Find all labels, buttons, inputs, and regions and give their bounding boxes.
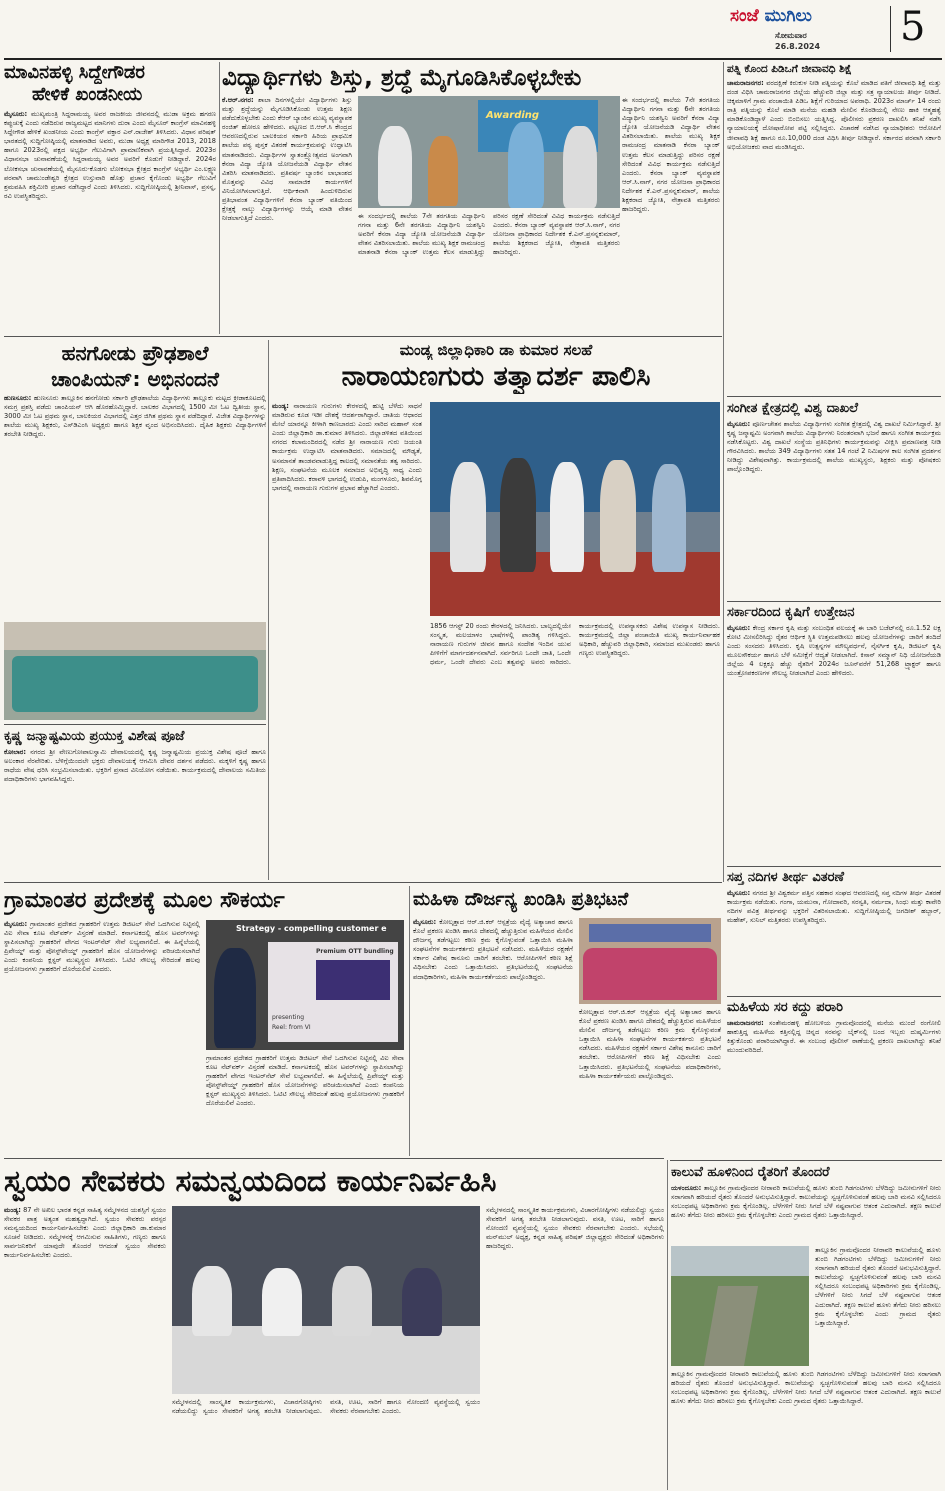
dateline: ಚಾಮರಾಜನಗರ: <box>727 79 764 87</box>
section-rule <box>727 866 941 867</box>
banner <box>589 924 711 942</box>
article-janmashtami <box>4 728 266 878</box>
slide-item-1: Premium OTT bundling <box>316 948 394 955</box>
article-kicker: ಮಂಡ್ಯ ಜಿಲ್ಲಾಧಿಕಾರಿ ಡಾ ಕುಮಾರ ಸಲಹೆ <box>399 341 593 359</box>
article-title: ನಾರಾಯಣಗುರು ತತ್ವಾದರ್ಶ ಪಾಲಿಸಿ <box>341 361 651 392</box>
dateline: ಕೋಲಾರ: <box>4 748 27 756</box>
dateline: ಮಂಡ್ಯ: <box>272 402 289 410</box>
sky <box>671 1246 809 1276</box>
body-text: ಈ ಸಂದರ್ಭದಲ್ಲಿ ಶಾಲೆಯ 7ನೇ ತರಗತಿಯ ವಿದ್ಯಾರ್ಥಿನಿ ಗಗನಾ ಮತ್ತು 6ನೇ ತರಗತಿಯ ವಿದ್ಯಾರ್ಥಿನಿ ಯಶಸ್ವಿನಿ ಅವರಿಗೆ ಕೆನರಾ ವಿದ್ಯಾ ಜ್ಯೋತಿ ಯೋಜನೆಯಡಿ ವಿದ್ಯಾರ್ಥಿ ವೇತನ ವಿತರಿಸಲಾಯಿತು. ಶಾಲೆಯ ಮುಖ್ಯ ಶಿಕ್ಷಕ ರಾಮಚಂದ್ರ ಮಾತನಾಡಿ ಕೆನರಾ ಬ್ಯಾಂಕ್ ಉತ್ತಮ ಕೆಲಸ ಮಾಡುತ್ತಿದ್ದು ಪರಿಸರ ರಕ್ಷಣೆ ಸೇರಿದಂತೆ ವಿವಿಧ ಕಾರ್ಯಕ್ರಮ ನಡೆಸುತ್ತಿದೆ ಎಂದರು. ಕೆನರಾ ಬ್ಯಾಂಕ್ ವ್ಯವಸ್ಥಾಪಕ ಆರ್.ಸಿ.ನಾಗ್, ನಗರ ಯೋಜನಾ ಪ್ರಾಧಿಕಾರದ ನಿರ್ದೇಶಕ ಕೆ.ಎನ್.ಪ್ರಸನ್ನಕುಮಾರ್, ಶಾಲೆಯ ಶಿಕ್ಷಕರಾದ ಜ್ಯೋತಿ, ನೇತ್ರಾವತಿ ಮತ್ತಿತರರು ಹಾಜರಿದ್ದರು. <box>622 96 720 214</box>
dateline: ಮೈಸೂರು: <box>413 918 437 926</box>
section-rule <box>4 336 722 337</box>
body-text: ತಾಲ್ಲೂಕಿನ ಗ್ರಾಮವೊಂದರ ನೀರಾವರಿ ಕಾಲುವೆಯಲ್ಲಿ ಹೂಳು ತುಂಬಿ ಗಿಡಗಂಟಿಗಳು ಬೆಳೆದಿದ್ದು ಜಮೀನುಗಳಿಗೆ ನೀರು ಸರಾಗವಾಗಿ ಹರಿಯದೆ ರೈತರು ತೊಂದರೆ ಅನುಭವಿಸುತ್ತಿದ್ದಾರೆ. ಕಾಲುವೆಯನ್ನು ಸ್ವಚ್ಛಗೊಳಿಸುವಂತೆ ಹಲವು ಬಾರಿ ಮನವಿ ಸಲ್ಲಿಸಿದರೂ ಸಂಬಂಧಪಟ್ಟ ಅಧಿಕಾರಿಗಳು ಕ್ರಮ ಕೈಗೊಂಡಿಲ್ಲ. ಬೆಳೆಗಳಿಗೆ ನೀರು ಸಿಗದೆ ಬೆಳೆ ನಷ್ಟವಾಗುವ ಆತಂಕ ಎದುರಾಗಿದೆ. ತಕ್ಷಣ ಕಾಲುವೆ ಹೂಳು ತೆಗೆದು ನೀರು ಹರಿಸಲು ಕ್ರಮ ಕೈಗೊಳ್ಳಬೇಕು ಎಂದು ಗ್ರಾಮದ ರೈತರು ಒತ್ತಾಯಿಸಿದ್ದಾರೆ. <box>671 1184 941 1220</box>
body-text: ನಗರದ ಶ್ರೀ ವಿಶ್ವಕರ್ಮ ಪತ್ತಿನ ಸಹಕಾರ ಸಂಘದ ಆವರಣದಲ್ಲಿ ಸಪ್ತ ನದಿಗಳ ತೀರ್ಥ ವಿತರಣೆ ಕಾರ್ಯಕ್ರಮ ನಡೆಯಿತು. ಗಂಗಾ, ಯಮುನಾ, ಗೋದಾವರಿ, ಸರಸ್ವತಿ, ನರ್ಮದಾ, ಸಿಂಧು ಮತ್ತು ಕಾವೇರಿ ನದಿಗಳ ಪವಿತ್ರ ತೀರ್ಥವನ್ನು ಭಕ್ತರಿಗೆ ವಿತರಿಸಲಾಯಿತು. ಸುದ್ದಿಗೋಷ್ಠಿಯಲ್ಲಿ ಜಗದೀಶ್ ಹಬ್ಬಾರ್, ಮಹೇಶ್, ಸುನಿಲ್ ಮತ್ತಿತರರು ಉಪಸ್ಥಿತರಿದ್ದರು. <box>727 889 941 925</box>
article-chain-snatch <box>727 999 941 1157</box>
article-col-2 <box>622 96 720 332</box>
body-text: ಮುಖ್ಯಮಂತ್ರಿ ಸಿದ್ದರಾಮಯ್ಯ ಅವರ ರಾಜಕೀಯ ಜೀವನದಲ್ಲಿ ಮುಡಾ ಅಕ್ರಮ ಹಗರಣ ಕಪ್ಪುಚುಕ್ಕೆ ಎಂದು ನಡೆದಿರುವ ರಾಜ್ಯಮಟ್ಟದ ಮಾನಿಗಳು ದುರಾ ಎಂದು ಮೈಸೂರ್ ಕಾಂಗ್ರೆಸ್ ಮಾವಿನಹಳ್ಳಿ ಸಿದ್ದೇಗೌಡ ಹೇಳಿಕೆ ಖಂಡನೀಯ ಎಂದು ಕಾಂಗ್ರೆಸ್ ವಕ್ತಾರ ಎನ್.ರಾಜೇಶ್ ತಿಳಿಸಿದರು. ವಿಧಾನ ಪರಿಷತ್ ಭಾರತದಲ್ಲಿ ಸುದ್ದಿಗೋಷ್ಠಿಯಲ್ಲಿ ಮಾತನಾಡಿದ ಅವರು, ಮುಡಾ ಅಧ್ಯಕ್ಷ ಮಾರಿಗೌಡ 2013, 2018 ಹಾಗೂ 2023ರಲ್ಲಿ ಪಕ್ಷದ ಅಭ್ಯರ್ಥಿ ಗೆಲುವಿಗಾಗಿ ಪ್ರಾಮಾಣಿಕವಾಗಿ ಪ್ರಯತ್ನಿಸಿದ್ದಾರೆ. 2023ರ ವಿಧಾನಸಭಾ ಚುನಾವಣೆಯಲ್ಲಿ ಸಿದ್ದರಾಮಯ್ಯ ಅವರ ಅವರಿಗೆ ಕೊಡುಗೆ ನೀಡಿದ್ದಾರೆ. 2024ರ ಲೋಕಸಭಾ ಚುನಾವಣೆಯಲ್ಲಿ ಮೈಸೂರು-ಕೊಡಗು ಲೋಕಸಭಾ ಕ್ಷೇತ್ರದ ಕಾಂಗ್ರೆಸ್ ಅಭ್ಯರ್ಥಿ ಎಂ.ಲಕ್ಷ್ಮಣ ಪರವಾಗಿ ಚಾಮುಂಡೇಶ್ವರಿ ಕ್ಷೇತ್ರದ ಉಸ್ತುವಾರಿ ಹೊತ್ತು ಪ್ರಚಾರ ಕೈಗೊಂಡು ಅಭ್ಯರ್ಥಿ ಗೆಲುವಿಗೆ ಶ್ರಮವಹಿಸಿ ಶಕ್ತಿಮೀರಿ ಪ್ರಚಾರ ನಡೆಸಿದ್ದಾರೆ ಎಂದು ತಿಳಿಸಿದರು. ಸುದ್ದಿಗೋಷ್ಠಿಯಲ್ಲಿ ಶ್ರೀನಿವಾಸ್, ಪ್ರಸನ್ನ, ರವಿ ಉಪಸ್ಥಿತರಿದ್ದರು. <box>4 110 216 200</box>
article-col-2 <box>172 1398 480 1486</box>
article-body <box>727 889 941 992</box>
article-col-3 <box>486 1206 664 1486</box>
article-col-1 <box>413 918 573 1152</box>
event-photo <box>430 402 720 616</box>
body-text: ಸಮ್ಮೇಳನದಲ್ಲಿ ಸಾಂಸ್ಕೃತಿಕ ಕಾರ್ಯಕ್ರಮಗಳು, ವಿಚಾರಗೋಷ್ಠಿಗಳು ನಡೆಯಲಿದ್ದು ಸ್ವಯಂ ಸೇವಕರಿಗೆ ಅಗತ್ಯ ತರಬೇತಿ ನೀಡಲಾಗುವುದು. ವಸತಿ, ಊಟ, ಸಾರಿಗೆ ಹಾಗೂ ನೋಂದಣಿ ವ್ಯವಸ್ಥೆಯಲ್ಲಿ ಸ್ವಯಂ ಸೇವಕರು ನೆರವಾಗಬೇಕು ಎಂದರು. <box>172 1398 480 1416</box>
banner-text: Awarding <box>486 110 540 121</box>
dateline: ಯಳಂದೂರು: <box>671 1184 702 1192</box>
article-title: ಕಾಲುವೆ ಹೂಳಿನಿಂದ ರೈತರಿಗೆ ತೊಂದರೆ <box>671 1165 830 1180</box>
person <box>428 136 458 206</box>
body-text: ಕೋಲ್ಕತ್ತಾದ ಆರ್.ಜಿ.ಕರ್ ಆಸ್ಪತ್ರೆಯ ವೈದ್ಯೆ ಅತ್ಯಾಚಾರ ಹಾಗೂ ಕೊಲೆ ಪ್ರಕರಣ ಖಂಡಿಸಿ ಹಾಗೂ ದೇಶದಲ್ಲಿ ಹೆಚ್ಚುತ್ತಿರುವ ಮಹಿಳೆಯರ ಮೇಲಿನ ದೌರ್ಜನ್ಯ ತಡೆಗಟ್ಟಲು ಕಠಿಣ ಕ್ರಮ ಕೈಗೊಳ್ಳುವಂತೆ ಒತ್ತಾಯಿಸಿ ಮಹಿಳಾ ಸಂಘಟನೆಗಳ ಕಾರ್ಯಕರ್ತರು ಪ್ರತಿಭಟನೆ ನಡೆಸಿದರು. ಮಹಿಳೆಯರ ರಕ್ಷಣೆಗೆ ಸರ್ಕಾರ ವಿಶೇಷ ಕಾನೂನು ಜಾರಿಗೆ ತರಬೇಕು. ಆರೋಪಿಗಳಿಗೆ ಕಠಿಣ ಶಿಕ್ಷೆ ವಿಧಿಸಬೇಕು ಎಂದು ಒತ್ತಾಯಿಸಿದರು. ಪ್ರತಿಭಟನೆಯಲ್ಲಿ ಸಂಘಟನೆಯ ಪದಾಧಿಕಾರಿಗಳು, ಮಹಿಳಾ ಕಾರ್ಯಕರ್ತೆಯರು ಪಾಲ್ಗೊಂಡಿದ್ದರು. <box>579 1008 721 1080</box>
logo-part-2: ಮುಗಿಲು <box>764 6 812 26</box>
canal-water <box>704 1286 758 1366</box>
article-title: ಮಾವಿನಹಳ್ಳಿ ಸಿದ್ದೇಗೌಡರ <box>4 62 145 83</box>
article-sapta-nadi <box>727 869 941 994</box>
masthead-divider <box>890 6 891 52</box>
article-body-2 <box>815 1246 941 1366</box>
article-body <box>727 420 941 598</box>
article-body <box>727 624 941 862</box>
column-rule <box>219 62 220 334</box>
masthead-rule <box>4 58 942 60</box>
person <box>600 460 636 572</box>
article-body <box>4 110 216 328</box>
students-group <box>12 656 258 712</box>
article-hanagodu <box>4 340 266 720</box>
column-rule <box>667 1160 668 1490</box>
column-rule <box>268 340 269 880</box>
speaker <box>214 948 256 1048</box>
dateline: ಮಂಡ್ಯ: <box>4 1206 21 1214</box>
canal-photo <box>671 1246 809 1366</box>
article-music-record <box>727 400 941 600</box>
column-rule <box>409 886 410 1156</box>
section-rule <box>727 996 941 997</box>
article-title-2: ಹೇಳಿಕೆ ಖಂಡನೀಯ <box>32 84 143 105</box>
building <box>4 622 266 650</box>
article-pdo <box>727 62 941 394</box>
article-col-1b <box>358 212 620 332</box>
article-volunteers <box>4 1162 664 1488</box>
article-title: ಪತ್ನಿ ಕೊಂದ ಪಿಡಿಒಗೆ ಜೀವಾವಧಿ ಶಿಕ್ಷೆ <box>727 63 852 75</box>
article-body <box>671 1184 941 1244</box>
body-text: ಈ ಸಂದರ್ಭದಲ್ಲಿ ಶಾಲೆಯ 7ನೇ ತರಗತಿಯ ವಿದ್ಯಾರ್ಥಿನಿ ಗಗನಾ ಮತ್ತು 6ನೇ ತರಗತಿಯ ವಿದ್ಯಾರ್ಥಿನಿ ಯಶಸ್ವಿನಿ ಅವರಿಗೆ ಕೆನರಾ ವಿದ್ಯಾ ಜ್ಯೋತಿ ಯೋಜನೆಯಡಿ ವಿದ್ಯಾರ್ಥಿ ವೇತನ ವಿತರಿಸಲಾಯಿತು. ಶಾಲೆಯ ಮುಖ್ಯ ಶಿಕ್ಷಕ ರಾಮಚಂದ್ರ ಮಾತನಾಡಿ ಕೆನರಾ ಬ್ಯಾಂಕ್ ಉತ್ತಮ ಕೆಲಸ ಮಾಡುತ್ತಿದ್ದು ಪರಿಸರ ರಕ್ಷಣೆ ಸೇರಿದಂತೆ ವಿವಿಧ ಕಾರ್ಯಕ್ರಮ ನಡೆಸುತ್ತಿದೆ ಎಂದರು. ಕೆನರಾ ಬ್ಯಾಂಕ್ ವ್ಯವಸ್ಥಾಪಕ ಆರ್.ಸಿ.ನಾಗ್, ನಗರ ಯೋಜನಾ ಪ್ರಾಧಿಕಾರದ ನಿರ್ದೇಶಕ ಕೆ.ಎನ್.ಪ್ರಸನ್ನಕುಮಾರ್, ಶಾಲೆಯ ಶಿಕ್ಷಕರಾದ ಜ್ಯೋತಿ, ನೇತ್ರಾವತಿ ಮತ್ತಿತರರು ಹಾಜರಿದ್ದರು. <box>358 212 620 257</box>
body-text: ತಾಲ್ಲೂಕಿನ ಗ್ರಾಮವೊಂದರ ನೀರಾವರಿ ಕಾಲುವೆಯಲ್ಲಿ ಹೂಳು ತುಂಬಿ ಗಿಡಗಂಟಿಗಳು ಬೆಳೆದಿದ್ದು ಜಮೀನುಗಳಿಗೆ ನೀರು ಸರಾಗವಾಗಿ ಹರಿಯದೆ ರೈತರು ತೊಂದರೆ ಅನುಭವಿಸುತ್ತಿದ್ದಾರೆ. ಕಾಲುವೆಯನ್ನು ಸ್ವಚ್ಛಗೊಳಿಸುವಂತೆ ಹಲವು ಬಾರಿ ಮನವಿ ಸಲ್ಲಿಸಿದರೂ ಸಂಬಂಧಪಟ್ಟ ಅಧಿಕಾರಿಗಳು ಕ್ರಮ ಕೈಗೊಂಡಿಲ್ಲ. ಬೆಳೆಗಳಿಗೆ ನೀರು ಸಿಗದೆ ಬೆಳೆ ನಷ್ಟವಾಗುವ ಆತಂಕ ಎದುರಾಗಿದೆ. ತಕ್ಷಣ ಕಾಲುವೆ ಹೂಳು ತೆಗೆದು ನೀರು ಹರಿಸಲು ಕ್ರಮ ಕೈಗೊಳ್ಳಬೇಕು ಎಂದು ಗ್ರಾಮದ ರೈತರು ಒತ್ತಾಯಿಸಿದ್ದಾರೆ. <box>815 1246 941 1327</box>
person <box>508 122 544 208</box>
article-women-protest <box>413 886 721 1154</box>
person <box>500 458 536 572</box>
article-siddegowda <box>4 62 216 332</box>
article-title: ಸಪ್ತ ನದಿಗಳ ತೀರ್ಥ ವಿತರಣೆ <box>727 870 845 885</box>
body-text: ಹುಣಸೂರು ತಾಲ್ಲೂಕಿನ ಹನಗೋಡು ಸರ್ಕಾರಿ ಪ್ರೌಢಶಾಲೆಯ ವಿದ್ಯಾರ್ಥಿಗಳು ತಾಲ್ಲೂಕು ಮಟ್ಟದ ಕ್ರೀಡಾಕೂಟದಲ್ಲಿ ಸಮಗ್ರ ಪ್ರಶಸ್ತಿ ಪಡೆದು ಚಾಂಪಿಯನ್ ಆಗಿ ಹೊರಹೊಮ್ಮಿದ್ದಾರೆ. ಬಾಲಕರ ವಿಭಾಗದಲ್ಲಿ 1500 ಮೀ ಓಟ ದ್ವಿತೀಯ ಸ್ಥಾನ, 3000 ಮೀ ಓಟ ಪ್ರಥಮ ಸ್ಥಾನ, ಬಾಲಕಿಯರ ವಿಭಾಗದಲ್ಲಿ ಎತ್ತರ ಜಿಗಿತ ಪ್ರಥಮ ಸ್ಥಾನ ಪಡೆದಿದ್ದಾರೆ. ವಿಜೇತ ವಿದ್ಯಾರ್ಥಿಗಳನ್ನು ಶಾಲೆಯ ಮುಖ್ಯ ಶಿಕ್ಷಕರು, ಎಸ್‌ಡಿಎಂಸಿ ಅಧ್ಯಕ್ಷರು ಹಾಗೂ ಶಿಕ್ಷಕ ವೃಂದ ಅಭಿನಂದಿಸಿದರು. ದೈಹಿಕ ಶಿಕ್ಷಕರು ವಿದ್ಯಾರ್ಥಿಗಳಿಗೆ ತರಬೇತಿ ನೀಡಿದ್ದರು. <box>4 394 266 439</box>
body-text: ನಾರಾಯಣ ಗುರುಗಳು ಕೇರಳದಲ್ಲಿ ಹುಟ್ಟಿ ಬೆಳೆದು ಸಾಧನೆ ಮಾಡಿರುವ ಕೂಡ ಇಡೀ ದೇಶಕ್ಕೆ ಆದರ್ಶರಾಗಿದ್ದಾರೆ. ಜಾತಿಯ ಆಧಾರದ ಮೇಲೆ ಯಾರನ್ನೂ ಕೀಳಾಗಿ ಕಾಣಬಾರದು ಎಂದು ಸಾರಿದ ಮಹಾನ್ ಸಂತ ಎಂದು ಜಿಲ್ಲಾಧಿಕಾರಿ ಡಾ.ಕುಮಾರ ತಿಳಿಸಿದರು. ಜಿಲ್ಲಾಡಳಿತದ ವತಿಯಿಂದ ನಗರದ ಕಲಾಮಂದಿರದಲ್ಲಿ ನಡೆದ ಶ್ರೀ ನಾರಾಯಣ ಗುರು ಜಯಂತಿ ಕಾರ್ಯಕ್ರಮ ಉದ್ಘಾಟಿಸಿ ಮಾತನಾಡಿದರು. ಸಮಾಜದಲ್ಲಿ ಮೌಢ್ಯತೆ, ಅಸಮಾನತೆ ತಾಂಡವವಾಡುತ್ತಿದ್ದ ಕಾಲದಲ್ಲಿ ಸಮಾನತೆಯ ತತ್ವ ಸಾರಿದರು. ಶಿಕ್ಷಣ, ಸಂಘಟನೆಯ ಮೂಲಕ ಸಮಾಜದ ಅಭಿವೃದ್ಧಿ ಸಾಧ್ಯ ಎಂದು ಪ್ರತಿಪಾದಿಸಿದರು. ಕರಾವಳಿ ಭಾಗದಲ್ಲಿ ಉಡುಪಿ, ಮಂಗಳೂರು, ಶಿವಮೊಗ್ಗ ಭಾಗದಲ್ಲಿ ನಾರಾಯಣ ಗುರುಗಳ ಪ್ರಭಾವ ಹೆಚ್ಚಾಗಿದೆ ಎಂದರು. <box>272 402 422 492</box>
article-col-1 <box>272 402 422 878</box>
table <box>172 1326 480 1394</box>
article-title: ಮಹಿಳೆಯ ಸರ ಕದ್ದು ಪರಾರಿ <box>727 1000 843 1015</box>
article-title: ಮಹಿಳಾ ದೌರ್ಜನ್ಯ ಖಂಡಿಸಿ ಪ್ರತಿಭಟನೆ <box>413 889 629 910</box>
masthead-day: ಸೋಮವಾರ <box>775 31 807 40</box>
students-photo <box>358 96 620 208</box>
person <box>450 462 486 572</box>
slide-title: Strategy - compelling customer e <box>236 924 387 933</box>
person <box>563 126 597 208</box>
article-body <box>4 748 266 876</box>
article-col-2 <box>579 1008 721 1152</box>
section-rule <box>670 1160 942 1161</box>
article-body <box>4 394 266 598</box>
presentation-photo <box>206 920 404 1050</box>
body-text: ಗ್ರಾಮಾಂತರ ಪ್ರದೇಶದ ಗ್ರಾಹಕರಿಗೆ ಉತ್ತಮ ಡಿಜಿಟಲ್ ಸೇವೆ ಒದಗಿಸುವ ನಿಟ್ಟಿನಲ್ಲಿ ವಿಐ ಸೇವಾ ಕೂಟ ನೆಟ್‌ವರ್ಕ್ ವಿಸ್ತರಣೆ ಮಾಡಿದೆ. ಕರ್ನಾಟಕದಲ್ಲಿ ಹೊಸ ಟವರ್‌ಗಳನ್ನು ಸ್ಥಾಪಿಸಲಾಗಿದ್ದು ಗ್ರಾಹಕರಿಗೆ ವೇಗದ ಇಂಟರ್‌ನೆಟ್ ಸೇವೆ ಲಭ್ಯವಾಗಲಿದೆ. ಈ ಹಿನ್ನೆಲೆಯಲ್ಲಿ ಪ್ರಿಪೇಯ್ಡ್ ಮತ್ತು ಪೋಸ್ಟ್‌ಪೇಯ್ಡ್ ಗ್ರಾಹಕರಿಗೆ ಹೊಸ ಯೋಜನೆಗಳನ್ನು ಪರಿಚಯಿಸಲಾಗಿದೆ ಎಂದು ಕಂಪನಿಯ ಕ್ಲಸ್ಟರ್ ಮುಖ್ಯಸ್ಥರು ತಿಳಿಸಿದರು. ಓಟಿಟಿ ಸೌಲಭ್ಯ ಸೇರಿದಂತೆ ಹಲವು ಪ್ರಯೋಜನಗಳು ಗ್ರಾಹಕರಿಗೆ ದೊರೆಯಲಿವೆ ಎಂದರು. <box>4 920 200 974</box>
dateline: ಚಾಮರಾಜನಗರ: <box>727 1019 764 1027</box>
section-rule <box>4 882 722 883</box>
masthead-date: 26.8.2024 <box>775 42 821 51</box>
logo-part-1: ಸಂಜೆ <box>730 6 759 26</box>
article-title: ವಿದ್ಯಾರ್ಥಿಗಳು ಶಿಸ್ತು, ಶ್ರದ್ಧೆ ಮೈಗೂಡಿಸಿಕೊಳ್ಳಬೇಕು <box>222 65 582 91</box>
body-text: ಕೇಂದ್ರ ಸರ್ಕಾರ ಕೃಷಿ ಮತ್ತು ಸಂಬಂಧಿತ ವಲಯಕ್ಕೆ ಈ ಬಾರಿ ಬಜೆಟ್‌ನಲ್ಲಿ ರೂ.1.52 ಲಕ್ಷ ಕೋಟಿ ಮೀಸಲಿರಿಸಿದ್ದು ರೈತರ ಆರ್ಥಿಕ ಸ್ಥಿತಿ ಉತ್ತಮಪಡಿಸಲು ಹಲವು ಯೋಜನೆಗಳನ್ನು ಜಾರಿಗೆ ತಂದಿದೆ ಎಂದು ಸಂಸದರು ತಿಳಿಸಿದರು. ಕೃಷಿ ಉತ್ಪನ್ನಗಳ ಮೌಲ್ಯವರ್ಧನೆ, ನೈಸರ್ಗಿಕ ಕೃಷಿ, ಡಿಜಿಟಲ್ ಕೃಷಿ ಮೂಲಸೌಕರ್ಯ ಹಾಗೂ ಬೆಳೆ ಸಮೀಕ್ಷೆಗೆ ಆದ್ಯತೆ ನೀಡಲಾಗಿದೆ. ಕಿಸಾನ್ ಸಮ್ಮಾನ್ ನಿಧಿ ಯೋಜನೆಯಡಿ ಜಿಲ್ಲೆಯ 4 ಲಕ್ಷಕ್ಕೂ ಹೆಚ್ಚು ರೈತರಿಗೆ 2024ರ ಜೂನ್‌ವರೆಗೆ 51,268 ಟ್ರ್ಯಾಕ್ಟರ್ ಹಾಗೂ ಯಂತ್ರೋಪಕರಣಗಳ ಸೌಲಭ್ಯ ನೀಡಲಾಗಿದೆ ಎಂದು ಹೇಳಿದರು. <box>727 624 941 678</box>
body-text: ಕೋಲ್ಕತ್ತಾದ ಆರ್.ಜಿ.ಕರ್ ಆಸ್ಪತ್ರೆಯ ವೈದ್ಯೆ ಅತ್ಯಾಚಾರ ಹಾಗೂ ಕೊಲೆ ಪ್ರಕರಣ ಖಂಡಿಸಿ ಹಾಗೂ ದೇಶದಲ್ಲಿ ಹೆಚ್ಚುತ್ತಿರುವ ಮಹಿಳೆಯರ ಮೇಲಿನ ದೌರ್ಜನ್ಯ ತಡೆಗಟ್ಟಲು ಕಠಿಣ ಕ್ರಮ ಕೈಗೊಳ್ಳುವಂತೆ ಒತ್ತಾಯಿಸಿ ಮಹಿಳಾ ಸಂಘಟನೆಗಳ ಕಾರ್ಯಕರ್ತರು ಪ್ರತಿಭಟನೆ ನಡೆಸಿದರು. ಮಹಿಳೆಯರ ರಕ್ಷಣೆಗೆ ಸರ್ಕಾರ ವಿಶೇಷ ಕಾನೂನು ಜಾರಿಗೆ ತರಬೇಕು. ಆರೋಪಿಗಳಿಗೆ ಕಠಿಣ ಶಿಕ್ಷೆ ವಿಧಿಸಬೇಕು ಎಂದು ಒತ್ತಾಯಿಸಿದರು. ಪ್ರತಿಭಟನೆಯಲ್ಲಿ ಸಂಘಟನೆಯ ಪದಾಧಿಕಾರಿಗಳು, ಮಹಿಳಾ ಕಾರ್ಯಕರ್ತೆಯರು ಪಾಲ್ಗೊಂಡಿದ್ದರು. <box>413 918 573 981</box>
section-rule <box>4 1158 664 1159</box>
article-body-3 <box>671 1370 941 1486</box>
article-agriculture <box>727 604 941 864</box>
article-col-1 <box>4 1206 166 1486</box>
article-title: ಗ್ರಾಮಾಂತರ ಪ್ರದೇಶಕ್ಕೆ ಮೂಲ ಸೌಕರ್ಯ <box>4 888 285 913</box>
article-title: ಹನಗೋಡು ಪ್ರೌಢಶಾಲೆ <box>61 341 209 365</box>
body-text: ನಗರದ ಶ್ರೀ ವೇಣುಗೋಪಾಲಸ್ವಾಮಿ ದೇವಾಲಯದಲ್ಲಿ ಕೃಷ್ಣ ಜನ್ಮಾಷ್ಟಮಿಯ ಪ್ರಯುಕ್ತ ವಿಶೇಷ ಪೂಜೆ ಹಾಗೂ ಅಲಂಕಾರ ನೆರವೇರಿತು. ಬೆಳಿಗ್ಗೆಯಿಂದಲೇ ಭಕ್ತರು ದೇವಾಲಯಕ್ಕೆ ಆಗಮಿಸಿ ದೇವರ ದರ್ಶನ ಪಡೆದರು. ಮಕ್ಕಳಿಗೆ ಕೃಷ್ಣ ಹಾಗೂ ರಾಧೆಯ ವೇಷ ಧರಿಸಿ ಸಂಭ್ರಮಿಸಲಾಯಿತು. ಭಕ್ತರಿಗೆ ಪ್ರಸಾದ ವಿನಿಯೋಗ ನಡೆಯಿತು. ಕಾರ್ಯಕ್ರಮದಲ್ಲಿ ದೇವಾಲಯ ಸಮಿತಿಯ ಪದಾಧಿಕಾರಿಗಳು ಭಾಗವಹಿಸಿದ್ದರು. <box>4 748 266 784</box>
page-number: 5 <box>900 4 926 50</box>
person <box>192 1266 232 1336</box>
body-text: ತಾಲ್ಲೂಕಿನ ಗ್ರಾಮವೊಂದರ ನೀರಾವರಿ ಕಾಲುವೆಯಲ್ಲಿ ಹೂಳು ತುಂಬಿ ಗಿಡಗಂಟಿಗಳು ಬೆಳೆದಿದ್ದು ಜಮೀನುಗಳಿಗೆ ನೀರು ಸರಾಗವಾಗಿ ಹರಿಯದೆ ರೈತರು ತೊಂದರೆ ಅನುಭವಿಸುತ್ತಿದ್ದಾರೆ. ಕಾಲುವೆಯನ್ನು ಸ್ವಚ್ಛಗೊಳಿಸುವಂತೆ ಹಲವು ಬಾರಿ ಮನವಿ ಸಲ್ಲಿಸಿದರೂ ಸಂಬಂಧಪಟ್ಟ ಅಧಿಕಾರಿಗಳು ಕ್ರಮ ಕೈಗೊಂಡಿಲ್ಲ. ಬೆಳೆಗಳಿಗೆ ನೀರು ಸಿಗದೆ ಬೆಳೆ ನಷ್ಟವಾಗುವ ಆತಂಕ ಎದುರಾಗಿದೆ. ತಕ್ಷಣ ಕಾಲುವೆ ಹೂಳು ತೆಗೆದು ನೀರು ಹರಿಸಲು ಕ್ರಮ ಕೈಗೊಳ್ಳಬೇಕು ಎಂದು ಗ್ರಾಮದ ರೈತರು ಒತ್ತಾಯಿಸಿದ್ದಾರೆ. <box>671 1370 941 1406</box>
team-photo <box>4 622 266 720</box>
body-text: ಶಾಲಾ ದಿನಗಳಲ್ಲಿಯೇ ವಿದ್ಯಾರ್ಥಿಗಳು ಶಿಸ್ತು ಮತ್ತು ಶ್ರದ್ಧೆಯನ್ನು ಮೈಗೂಡಿಸಿಕೊಂಡು ಉತ್ತಮ ಶಿಕ್ಷಣ ಪಡೆದುಕೊಳ್ಳಬೇಕು ಎಂದು ಕೆಆರ್ ಬ್ಯಾಂಕಿನ ಮುಖ್ಯ ವ್ಯವಸ್ಥಾಪಕ ರಂಜಿತ್ ಹೋರೂ ಹೇಳಿದರು. ಪಟ್ಟಣದ ಬಿ.ಆರ್.ಸಿ ಕೇಂದ್ರದ ಆವರಣದಲ್ಲಿರುವ ಬಾಲಕಿಯರ ಸರ್ಕಾರಿ ಹಿರಿಯ ಪ್ರಾಥಮಿಕ ಶಾಲೆಯ ಪಠ್ಯ ಪುಸ್ತಕ ವಿತರಣೆ ಕಾರ್ಯಕ್ರಮವನ್ನು ಉದ್ಘಾಟಿಸಿ ಮಾತನಾಡಿದರು. ವಿದ್ಯಾರ್ಥಿಗಳ ಸ್ವಾತಂತ್ರ್ಯೋತ್ಸವದ ಅಂಗವಾಗಿ ಕೆನರಾ ವಿದ್ಯಾ ಜ್ಯೋತಿ ಯೋಜನೆಯಡಿ ವಿದ್ಯಾರ್ಥಿ ವೇತನ ವಿತರಿಸಿ ಮಾತನಾಡಿದರು. ಪ್ರತಿವರ್ಷ ಬ್ಯಾಂಕಿನ ಲಾಭಾಂಶದ ಮೊತ್ತವನ್ನು ವಿವಿಧ ಸಾಮಾಜಿಕ ಕಾರ್ಯಗಳಿಗೆ ವಿನಿಯೋಗಿಸಲಾಗುತ್ತಿದೆ. ಆರ್ಥಿಕವಾಗಿ ಹಿಂದುಳಿದಿರುವ ಪ್ರತಿಭಾವಂತ ವಿದ್ಯಾರ್ಥಿಗಳಿಗೆ ಕೆನರಾ ಬ್ಯಾಂಕ್ ವತಿಯಿಂದ ಕ್ಷೇತ್ರಕ್ಕೆ ನಾಲ್ಕು ವಿದ್ಯಾರ್ಥಿಗಳನ್ನು ಆಯ್ಕೆ ಮಾಡಿ ವೇತನ ನೀಡಲಾಗುತ್ತಿದೆ ಎಂದರು. <box>222 96 352 223</box>
article-narayanaguru <box>272 340 720 880</box>
body-text: ಸಂತೇಮರಹಳ್ಳಿ ಹೋಬಳಿಯ ಗ್ರಾಮವೊಂದರಲ್ಲಿ ಮನೆಯ ಮುಂದೆ ರಂಗೋಲಿ ಹಾಕುತ್ತಿದ್ದ ಮಹಿಳೆಯ ಕತ್ತಿನಲ್ಲಿದ್ದ ಚಿನ್ನದ ಸರವನ್ನು ಬೈಕ್‌ನಲ್ಲಿ ಬಂದ ಇಬ್ಬರು ದುಷ್ಕರ್ಮಿಗಳು ಕಿತ್ತುಕೊಂಡು ಪರಾರಿಯಾಗಿದ್ದಾರೆ. ಈ ಸಂಬಂಧ ಪೊಲೀಸ್ ಠಾಣೆಯಲ್ಲಿ ಪ್ರಕರಣ ದಾಖಲಾಗಿದ್ದು ತನಿಖೆ ಮುಂದುವರಿದಿದೆ. <box>727 1019 941 1055</box>
dateline: ಮೈಸೂರು: <box>727 624 751 632</box>
person <box>402 1268 442 1336</box>
masthead <box>720 4 942 54</box>
article-rural-infra <box>4 886 406 1154</box>
slide-item-3: Reel: from VI <box>272 1024 311 1031</box>
article-title: ಸರ್ಕಾರದಿಂದ ಕೃಷಿಗೆ ಉತ್ತೇಜನ <box>727 605 855 620</box>
column-rule <box>723 62 724 882</box>
body-text: ಸಮ್ಮೇಳನದಲ್ಲಿ ಸಾಂಸ್ಕೃತಿಕ ಕಾರ್ಯಕ್ರಮಗಳು, ವಿಚಾರಗೋಷ್ಠಿಗಳು ನಡೆಯಲಿದ್ದು ಸ್ವಯಂ ಸೇವಕರಿಗೆ ಅಗತ್ಯ ತರಬೇತಿ ನೀಡಲಾಗುವುದು. ವಸತಿ, ಊಟ, ಸಾರಿಗೆ ಹಾಗೂ ನೋಂದಣಿ ವ್ಯವಸ್ಥೆಯಲ್ಲಿ ಸ್ವಯಂ ಸೇವಕರು ನೆರವಾಗಬೇಕು ಎಂದರು. <box>486 1206 664 1233</box>
person <box>378 126 412 206</box>
body-text-2: ಸಭೆಯಲ್ಲಿ ಮನ್‌ಮುಲ್ ಅಧ್ಯಕ್ಷ, ಕನ್ನಡ ಸಾಹಿತ್ಯ ಪರಿಷತ್ ಜಿಲ್ಲಾಧ್ಯಕ್ಷರು ಸೇರಿದಂತೆ ಅಧಿಕಾರಿಗಳು ಹಾಜರಿದ್ದರು. <box>486 1224 664 1251</box>
article-title: ಸ್ವಯಂ ಸೇವಕರು ಸಮನ್ವಯದಿಂದ ಕಾರ್ಯನಿರ್ವಹಿಸಿ <box>4 1164 497 1199</box>
article-students <box>222 62 720 334</box>
dateline: ಮೈಸೂರು: <box>727 420 751 428</box>
body-text: ಪೂರ್ಣಚೇತನ ಶಾಲೆಯ ವಿದ್ಯಾರ್ಥಿಗಳು ಸಂಗೀತ ಕ್ಷೇತ್ರದಲ್ಲಿ ವಿಶ್ವ ದಾಖಲೆ ನಿರ್ಮಿಸಿದ್ದಾರೆ. ಶ್ರೀ ಕೃಷ್ಣ ಜನ್ಮಾಷ್ಟಮಿ ಅಂಗವಾಗಿ ಶಾಲೆಯ ವಿದ್ಯಾರ್ಥಿಗಳು ನಿರಂತರವಾಗಿ ಭಜನೆ ಹಾಗೂ ಸಂಗೀತ ಕಾರ್ಯಕ್ರಮ ನಡೆಸಿಕೊಟ್ಟರು. ವಿಶ್ವ ದಾಖಲೆ ಸಂಸ್ಥೆಯ ಪ್ರತಿನಿಧಿಗಳು ಕಾರ್ಯಕ್ರಮವನ್ನು ವೀಕ್ಷಿಸಿ ಪ್ರಮಾಣಪತ್ರ ನೀಡಿ ಗೌರವಿಸಿದರು. ಶಾಲೆಯ 349 ವಿದ್ಯಾರ್ಥಿಗಳು ಸತತ 14 ಗಂಟೆ 2 ನಿಮಿಷಗಳ ಕಾಲ ಸಂಗೀತ ಪ್ರದರ್ಶನ ನೀಡಿದ್ದು ವಿಶೇಷವಾಗಿತ್ತು. ಕಾರ್ಯಕ್ರಮದಲ್ಲಿ ಶಾಲೆಯ ಮುಖ್ಯಸ್ಥರು, ಶಿಕ್ಷಕರು ಮತ್ತು ಪೋಷಕರು ಪಾಲ್ಗೊಂಡಿದ್ದರು. <box>727 420 941 474</box>
dateline: ಹುಣಸೂರು: <box>4 394 32 402</box>
slide-item-2: presenting <box>272 1014 305 1021</box>
section-rule <box>727 396 941 397</box>
body-text: ಗ್ರಾಮಾಂತರ ಪ್ರದೇಶದ ಗ್ರಾಹಕರಿಗೆ ಉತ್ತಮ ಡಿಜಿಟಲ್ ಸೇವೆ ಒದಗಿಸುವ ನಿಟ್ಟಿನಲ್ಲಿ ವಿಐ ಸೇವಾ ಕೂಟ ನೆಟ್‌ವರ್ಕ್ ವಿಸ್ತರಣೆ ಮಾಡಿದೆ. ಕರ್ನಾಟಕದಲ್ಲಿ ಹೊಸ ಟವರ್‌ಗಳನ್ನು ಸ್ಥಾಪಿಸಲಾಗಿದ್ದು ಗ್ರಾಹಕರಿಗೆ ವೇಗದ ಇಂಟರ್‌ನೆಟ್ ಸೇವೆ ಲಭ್ಯವಾಗಲಿದೆ. ಈ ಹಿನ್ನೆಲೆಯಲ್ಲಿ ಪ್ರಿಪೇಯ್ಡ್ ಮತ್ತು ಪೋಸ್ಟ್‌ಪೇಯ್ಡ್ ಗ್ರಾಹಕರಿಗೆ ಹೊಸ ಯೋಜನೆಗಳನ್ನು ಪರಿಚಯಿಸಲಾಗಿದೆ ಎಂದು ಕಂಪನಿಯ ಕ್ಲಸ್ಟರ್ ಮುಖ್ಯಸ್ಥರು ತಿಳಿಸಿದರು. ಓಟಿಟಿ ಸೌಲಭ್ಯ ಸೇರಿದಂತೆ ಹಲವು ಪ್ರಯೋಜನಗಳು ಗ್ರಾಹಕರಿಗೆ ದೊರೆಯಲಿವೆ ಎಂದರು. <box>206 1054 404 1108</box>
person <box>652 464 686 572</box>
section-rule <box>4 724 266 725</box>
section-rule <box>727 601 941 602</box>
slide-poster <box>316 960 390 1000</box>
protest-photo <box>579 918 721 1004</box>
article-title: ಸಂಗೀತ ಕ್ಷೇತ್ರದಲ್ಲಿ ವಿಶ್ವ ದಾಖಲೆ <box>727 401 859 416</box>
logo <box>730 6 870 30</box>
article-col-2 <box>206 1054 404 1152</box>
dateline: ಮೈಸೂರು: <box>4 110 28 118</box>
article-title: ಕೃಷ್ಣ ಜನ್ಮಾಷ್ಟಮಿಯ ಪ್ರಯುಕ್ತ ವಿಶೇಷ ಪೂಜೆ <box>4 729 185 744</box>
dateline: ಕೆ.ಆರ್.ನಗರ: <box>222 96 254 104</box>
article-body <box>727 79 941 389</box>
article-canal <box>671 1164 941 1488</box>
dateline: ಮೈಸೂರು: <box>727 889 751 897</box>
meeting-photo <box>172 1206 480 1394</box>
body-text: ವರದಕ್ಷಿಣೆ ಕಿರುಕುಳ ನೀಡಿ ಪತ್ನಿಯನ್ನು ಕೊಲೆ ಮಾಡಿದ ಪತಿಗೆ ಜೀವಾವಧಿ ಶಿಕ್ಷೆ ಮತ್ತು ದಂಡ ವಿಧಿಸಿ ಚಾಮರಾಜನಗರ ಜಿಲ್ಲೆಯ ಹೆಚ್ಚುವರಿ ಜಿಲ್ಲಾ ಮತ್ತು ಸತ್ರ ನ್ಯಾಯಾಲಯ ತೀರ್ಪು ನೀಡಿದೆ. ಚಿಕ್ಕಮಾಳಿಗೆ ಗ್ರಾಮ ಪಂಚಾಯಿತಿ ಪಿಡಿಒ ಶಿಕ್ಷೆಗೆ ಗುರಿಯಾದ ಅಪರಾಧಿ. 2023ರ ಮಾರ್ಚ್ 14 ರಂದು ರಾತ್ರಿ ಪತ್ನಿಯನ್ನು ಕೊಲೆ ಮಾಡಿ ಮನೆಯ ಮಹಡಿ ಮೇಲಿನ ಕೊಠಡಿಯಲ್ಲಿ ನೇಣು ಹಾಕಿ ಆತ್ಮಹತ್ಯೆ ಮಾಡಿಕೊಂಡಿದ್ದಾಳೆ ಎಂದು ಬಿಂಬಿಸಲು ಯತ್ನಿಸಿದ್ದ. ಪೊಲೀಸರು ಪ್ರಕರಣ ದಾಖಲಿಸಿ ತನಿಖೆ ನಡೆಸಿ ನ್ಯಾಯಾಲಯಕ್ಕೆ ದೋಷಾರೋಪ ಪಟ್ಟಿ ಸಲ್ಲಿಸಿದ್ದರು. ವಿಚಾರಣೆ ನಡೆಸಿದ ನ್ಯಾಯಾಧೀಶರು ಆರೋಪಿಗೆ ಜೀವಾವಧಿ ಶಿಕ್ಷೆ ಹಾಗೂ ರೂ.10,000 ದಂಡ ವಿಧಿಸಿ ತೀರ್ಪು ನೀಡಿದ್ದಾರೆ. ಸರ್ಕಾರದ ಪರವಾಗಿ ಸರ್ಕಾರಿ ಅಭಿಯೋಜಕರು ವಾದ ಮಂಡಿಸಿದ್ದರು. <box>727 79 941 151</box>
body-text: 87 ನೇ ಅಖಿಲ ಭಾರತ ಕನ್ನಡ ಸಾಹಿತ್ಯ ಸಮ್ಮೇಳನದ ಯಶಸ್ಸಿಗೆ ಸ್ವಯಂ ಸೇವಕರ ಪಾತ್ರ ಅತ್ಯಂತ ಮಹತ್ವದ್ದಾಗಿದೆ. ಸ್ವಯಂ ಸೇವಕರು ಪರಸ್ಪರ ಸಮನ್ವಯದಿಂದ ಕಾರ್ಯನಿರ್ವಹಿಸಬೇಕು ಎಂದು ಜಿಲ್ಲಾಧಿಕಾರಿ ಡಾ.ಕುಮಾರ ಸೂಚನೆ ನೀಡಿದರು. ಸಮ್ಮೇಳನಕ್ಕೆ ಆಗಮಿಸುವ ಸಾಹಿತಿಗಳು, ಗಣ್ಯರು ಹಾಗೂ ಸಾರ್ವಜನಿಕರಿಗೆ ಯಾವುದೇ ತೊಂದರೆ ಆಗದಂತೆ ಸ್ವಯಂ ಸೇವಕರು ಕಾರ್ಯನಿರ್ವಹಿಸಬೇಕು ಎಂದರು. <box>4 1206 166 1260</box>
body-text: 1856 ಆಗಸ್ಟ್ 20 ರಂದು ಕೇರಳದಲ್ಲಿ ಜನಿಸಿದರು. ಬಾಲ್ಯದಲ್ಲಿಯೇ ಸಂಸ್ಕೃತ, ಮಲಯಾಳಂ ಭಾಷೆಗಳಲ್ಲಿ ಪಾಂಡಿತ್ಯ ಗಳಿಸಿದ್ದರು. ನಾರಾಯಣ ಗುರುಗಳ ಜೀವನ ಹಾಗೂ ಸಂದೇಶ ಇಂದಿನ ಯುವ ಪೀಳಿಗೆಗೆ ಮಾರ್ಗದರ್ಶನವಾಗಿದೆ. ಸರ್ವರಿಗೂ ಒಂದೇ ಜಾತಿ, ಒಂದೇ ಧರ್ಮ, ಒಂದೇ ದೇವರು ಎಂಬ ತತ್ವವನ್ನು ಅವರು ಸಾರಿದರು. ಕಾರ್ಯಕ್ರಮದಲ್ಲಿ ಉಪನ್ಯಾಸಕರು ವಿಶೇಷ ಉಪನ್ಯಾಸ ನೀಡಿದರು. ಕಾರ್ಯಕ್ರಮದಲ್ಲಿ ಜಿಲ್ಲಾ ಪಂಚಾಯಿತಿ ಮುಖ್ಯ ಕಾರ್ಯನಿರ್ವಾಹಕ ಅಧಿಕಾರಿ, ಹೆಚ್ಚುವರಿ ಜಿಲ್ಲಾಧಿಕಾರಿ, ಸಮಾಜದ ಮುಖಂಡರು ಹಾಗೂ ಗಣ್ಯರು ಉಪಸ್ಥಿತರಿದ್ದರು. <box>430 622 720 667</box>
article-col-1 <box>4 920 200 1152</box>
person <box>332 1266 372 1336</box>
article-col-2 <box>430 622 720 878</box>
person <box>550 462 584 572</box>
article-title-2: ಚಾಂಪಿಯನ್: ಅಭಿನಂದನೆ <box>51 367 219 391</box>
article-body <box>727 1019 941 1155</box>
article-col-1 <box>222 96 352 332</box>
dateline: ಮೈಸೂರು: <box>4 920 28 928</box>
person <box>262 1268 302 1336</box>
crowd <box>583 948 717 1000</box>
